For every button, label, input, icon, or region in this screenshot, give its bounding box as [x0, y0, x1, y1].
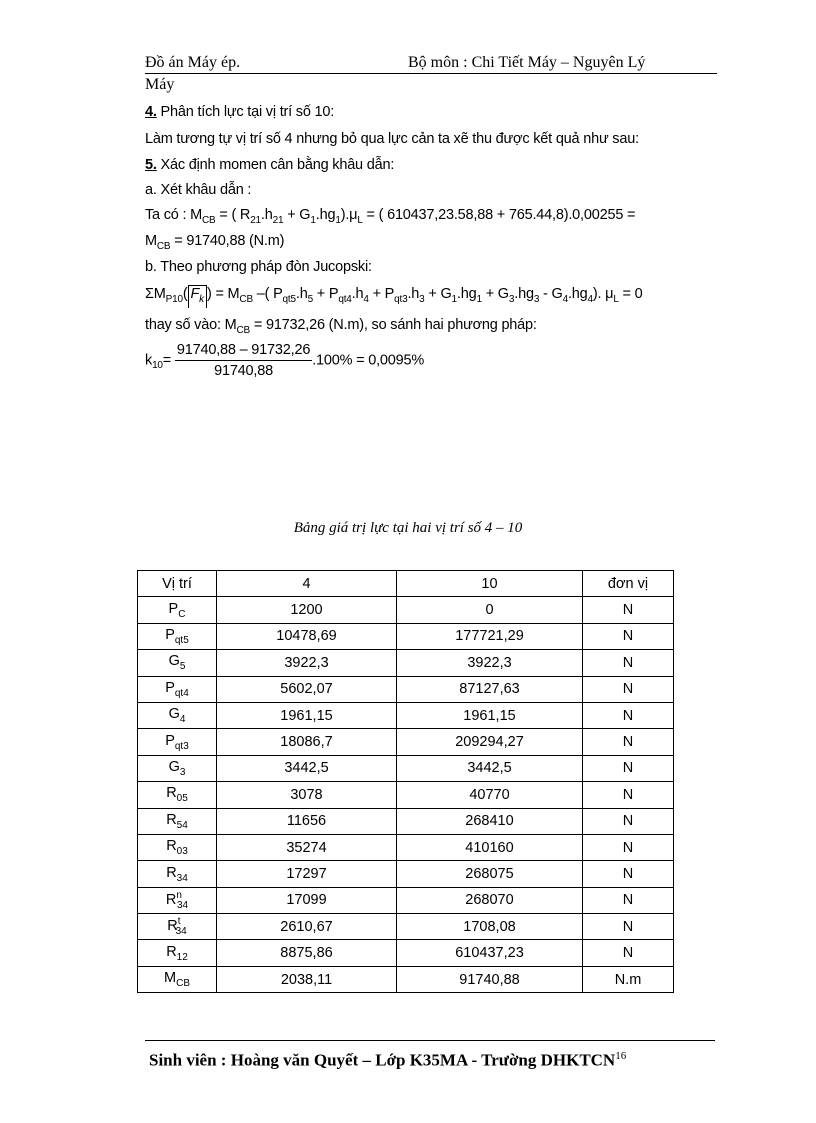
unit-cell: N — [583, 834, 674, 860]
formula-substitution: thay số vào: $M_{CB} = 91732,26$ (N.m), so sánh hai phương pháp: — [145, 317, 537, 336]
header-department: Bộ môn : Chi Tiết Máy – Nguyên Lý — [408, 54, 646, 71]
value-position-10: 268070 — [397, 887, 583, 913]
section-4-body: Làm tương tự vị trí số 4 nhưng bỏ qua lực cản ta xẽ thu được kết quả như sau: — [145, 131, 639, 147]
subsection-b-label: b. Theo phương pháp đòn Jucopski: — [145, 259, 372, 275]
unit-cell: N — [583, 623, 674, 649]
force-symbol: $R_{03}$ — [138, 834, 217, 860]
page-footer — [145, 1040, 717, 1070]
table-row — [138, 887, 674, 913]
table-row — [138, 729, 674, 755]
unit-cell: N — [583, 729, 674, 755]
value-position-4: 8875,86 — [217, 940, 397, 966]
table-row — [138, 834, 674, 860]
value-position-10: 1708,08 — [397, 914, 583, 940]
footer-student: Sinh viên : Hoàng văn Quyết – Lớp K35MA - Trường DHKTCN — [149, 1050, 616, 1070]
value-position-10: 410160 — [397, 834, 583, 860]
unit-cell: N — [583, 808, 674, 834]
k-fraction — [175, 340, 312, 381]
table-row — [138, 755, 674, 781]
force-symbol: $R_{54}$ — [138, 808, 217, 834]
value-position-10: 268410 — [397, 808, 583, 834]
table-row — [138, 940, 674, 966]
value-position-4: 2038,11 — [217, 966, 397, 992]
section-4-heading — [145, 104, 334, 120]
value-position-10: 610437,23 — [397, 940, 583, 966]
value-position-10: 87127,63 — [397, 676, 583, 702]
unit-cell: N — [583, 914, 674, 940]
force-symbol: $P_{qt5}$ — [138, 623, 217, 649]
formula-mcb-result: $M_{CB} = 91740,88$ (N.m) — [145, 233, 285, 252]
value-position-4: 3442,5 — [217, 755, 397, 781]
table-row — [138, 808, 674, 834]
table-caption: Bảng giá trị lực tại hai vị trí số 4 – 10 — [293, 520, 523, 536]
k-result: .100% = 0,0095% — [312, 352, 425, 369]
section-4-title: Phân tích lực tại vị trí số 10: — [160, 104, 335, 120]
value-position-4: 11656 — [217, 808, 397, 834]
value-position-4: 18086,7 — [217, 729, 397, 755]
table-row — [138, 914, 674, 940]
table-row — [138, 676, 674, 702]
subsection-a-label: a. Xét khâu dẫn : — [145, 182, 252, 198]
formula-k10: $k_{10}=$ $\frac{91740,88 - 91732,26}{91740,88}$ .100% = 0,0095% — [145, 342, 425, 379]
mcb-result-value: 91740,88 (N.m) — [186, 233, 285, 249]
value-position-4: 17297 — [217, 861, 397, 887]
unit-cell: N — [583, 755, 674, 781]
header-position: Vị trí — [138, 571, 217, 597]
force-symbol: $P_{qt4}$ — [138, 676, 217, 702]
force-symbol: $G_5$ — [138, 650, 217, 676]
substitution-prefix: thay số vào: — [145, 317, 221, 333]
value-position-4: 3922,3 — [217, 650, 397, 676]
force-symbol: $M_{CB}$ — [138, 966, 217, 992]
table-header-row — [138, 571, 674, 597]
value-position-10: 91740,88 — [397, 966, 583, 992]
header-position-10: 10 — [397, 571, 583, 597]
force-symbol: $G_3$ — [138, 755, 217, 781]
unit-cell: N — [583, 782, 674, 808]
header-unit: đơn vị — [583, 571, 674, 597]
table-row — [138, 650, 674, 676]
value-position-10: 1961,15 — [397, 702, 583, 728]
substitution-value: 91732,26 (N.m), so sánh hai phương pháp: — [265, 317, 537, 333]
value-position-10: 0 — [397, 597, 583, 623]
unit-cell: N — [583, 940, 674, 966]
force-symbol: $R^t_{34}$ — [138, 914, 217, 940]
value-position-10: 3442,5 — [397, 755, 583, 781]
value-position-10: 40770 — [397, 782, 583, 808]
formula-mcb-direct: Ta có : $M_{CB}$ = ( $R_{21}.h_{21} + G_1.hg_1).\mu_L$ = ( 610437,23.58,88 + 765.44,8).0,00255 = — [145, 207, 636, 226]
value-position-10: 177721,29 — [397, 623, 583, 649]
force-symbol: $P_C$ — [138, 597, 217, 623]
footer-text — [149, 1050, 626, 1071]
table-row — [138, 966, 674, 992]
value-position-4: 1200 — [217, 597, 397, 623]
k-denominator: 91740,88 — [214, 363, 273, 379]
unit-cell: N — [583, 861, 674, 887]
force-symbol: $P_{qt3}$ — [138, 729, 217, 755]
value-position-4: 2610,67 — [217, 914, 397, 940]
value-position-4: 1961,15 — [217, 702, 397, 728]
header-rule — [145, 73, 717, 74]
unit-cell: N — [583, 597, 674, 623]
value-position-10: 268075 — [397, 861, 583, 887]
value-position-10: 3922,3 — [397, 650, 583, 676]
forces-table — [137, 570, 674, 993]
footer-rule — [145, 1040, 715, 1041]
force-symbol: $R_{34}$ — [138, 861, 217, 887]
unit-cell: N — [583, 702, 674, 728]
section-5-heading — [145, 157, 394, 173]
k-numerator: 91740,88 – 91732,26 — [175, 340, 312, 361]
value-position-4: 35274 — [217, 834, 397, 860]
unit-cell: N — [583, 887, 674, 913]
force-symbol: $R_{05}$ — [138, 782, 217, 808]
unit-cell: N.m — [583, 966, 674, 992]
table-row — [138, 861, 674, 887]
force-symbol: $R^n_{34}$ — [138, 887, 217, 913]
k-subscript: 10 — [152, 360, 163, 372]
value-position-4: 10478,69 — [217, 623, 397, 649]
page-header — [145, 54, 717, 74]
header-project-title: Đồ án Máy ép. — [145, 54, 241, 71]
table-row — [138, 597, 674, 623]
formula-jucopski: $\Sigma M_{P10}$( $F_k$ ) = $M_{CB}$ –( $P_{qt5}.h_5 + P_{qt4}.h_4 + P_{qt3}.h_3 + G_1.hg_1 + G_3.hg_3 - G_4.hg_4$). $\mu_L = 0$ — [145, 285, 643, 308]
value-position-4: 17099 — [217, 887, 397, 913]
k-symbol: k — [145, 352, 153, 369]
table-row — [138, 782, 674, 808]
unit-cell: N — [583, 650, 674, 676]
formula-numbers: ( 610437,23.58,88 + 765.44,8).0,00255 = — [378, 207, 636, 223]
section-4-number: 4. — [145, 104, 157, 120]
section-5-number: 5. — [145, 157, 157, 173]
header-continuation: Máy — [145, 76, 175, 93]
value-position-10: 209294,27 — [397, 729, 583, 755]
force-symbol: $G_4$ — [138, 702, 217, 728]
header-position-4: 4 — [217, 571, 397, 597]
value-position-4: 5602,07 — [217, 676, 397, 702]
page-number: 16 — [615, 1050, 627, 1062]
force-symbol: $R_{12}$ — [138, 940, 217, 966]
value-position-4: 3078 — [217, 782, 397, 808]
unit-cell: N — [583, 676, 674, 702]
section-5-title: Xác định momen cân bằng khâu dẫn: — [160, 157, 395, 173]
table-row — [138, 702, 674, 728]
formula-prefix: Ta có : M — [145, 207, 203, 223]
table-row — [138, 623, 674, 649]
